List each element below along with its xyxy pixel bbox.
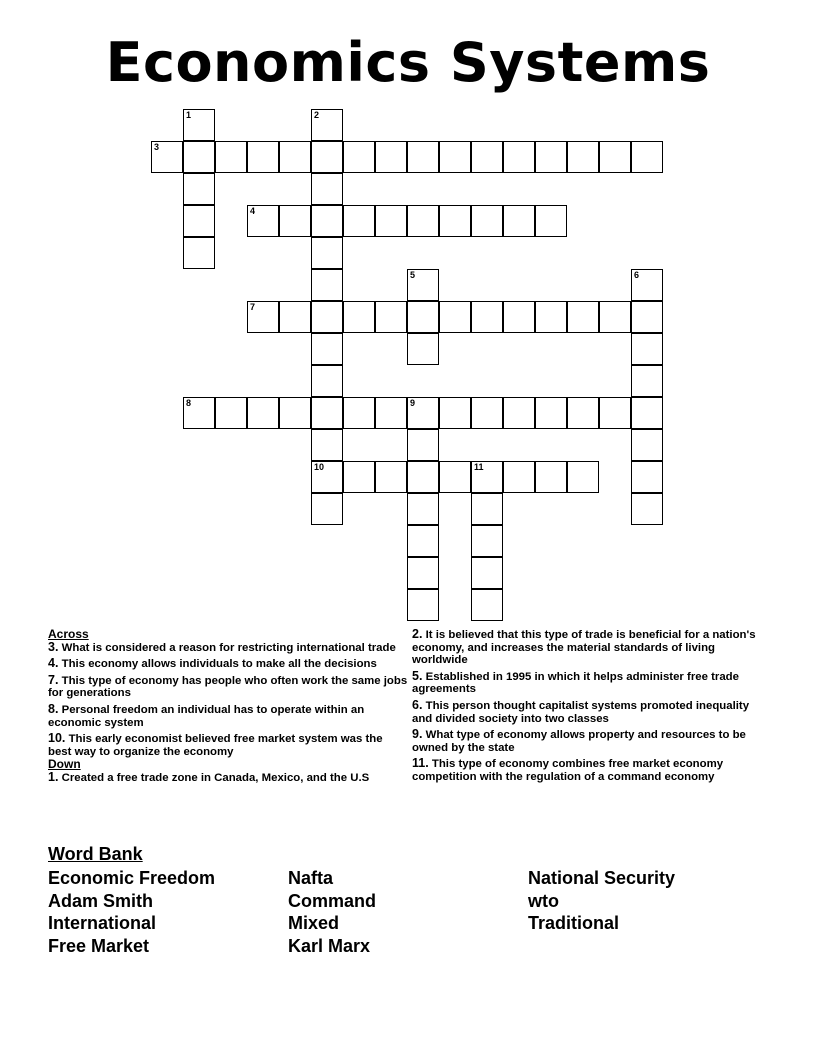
grid-cell[interactable] [279, 397, 311, 429]
clue-text: It is believed that this type of trade is beneficial for a nation's economy, and increases the material standards of living worldwide [412, 629, 756, 667]
grid-cell[interactable] [311, 365, 343, 397]
clue-text: This early economist believed free market system was the best way to organize the economy [48, 733, 383, 758]
grid-cell[interactable] [471, 141, 503, 173]
cell-number: 1 [186, 110, 192, 120]
word-bank-column-2 [288, 867, 376, 958]
grid-cell[interactable] [247, 205, 279, 237]
clue-text: This person thought capitalist systems promoted inequality and divided society into two classes [412, 699, 750, 725]
grid-cell[interactable] [279, 301, 311, 333]
word-bank-item: wto [528, 890, 559, 911]
word-bank-item: International [48, 913, 157, 934]
cell-number: 5 [410, 270, 416, 280]
grid-cell[interactable] [247, 141, 279, 173]
grid-cell[interactable] [631, 301, 663, 333]
grid-cell[interactable] [311, 237, 343, 269]
clue-text: This economy allows individuals to make all the decisions [61, 658, 377, 671]
clue-down-6 [412, 699, 762, 725]
clues-left-column [48, 628, 408, 788]
word-bank-item: Economic Freedom [48, 868, 216, 888]
clue-text: This type of economy combines free market economy competition with the regulation of a command economy [412, 758, 724, 783]
grid-cell[interactable] [567, 461, 599, 493]
clue-number: 7. [48, 672, 59, 687]
word-bank-item: Nafta [288, 868, 334, 888]
grid-cell[interactable] [631, 333, 663, 365]
grid-cell[interactable] [439, 461, 471, 493]
clue-down-1 [48, 771, 408, 785]
grid-cell[interactable] [311, 461, 343, 493]
clue-text: Established in 1995 in which it helps administer free trade agreements [412, 670, 739, 696]
grid-cell[interactable] [471, 589, 503, 621]
grid-cell[interactable] [311, 301, 343, 333]
grid-cell[interactable] [631, 269, 663, 301]
grid-cell[interactable] [407, 205, 439, 237]
grid-cell[interactable] [311, 205, 343, 237]
across-header: Across [48, 627, 89, 641]
grid-cell[interactable] [407, 557, 439, 589]
grid-cell[interactable] [503, 461, 535, 493]
grid-cell[interactable] [183, 205, 215, 237]
grid-cell[interactable] [471, 461, 503, 493]
clue-number: 4. [48, 656, 59, 671]
grid-cell[interactable] [599, 397, 631, 429]
grid-cell[interactable] [407, 301, 439, 333]
clue-text: What is considered a reason for restricting international trade [61, 641, 396, 654]
grid-cell[interactable] [311, 269, 343, 301]
grid-cell[interactable] [631, 365, 663, 397]
clue-number: 5. [412, 668, 423, 683]
clue-text: Created a free trade zone in Canada, Mexico, and the U.S [61, 771, 370, 784]
grid-cell[interactable] [183, 397, 215, 429]
clue-number: 9. [412, 727, 423, 742]
clue-down-5 [412, 670, 762, 696]
grid-cell[interactable] [407, 333, 439, 365]
word-bank-column-1 [48, 867, 215, 958]
grid-cell[interactable] [375, 461, 407, 493]
grid-cell[interactable] [471, 525, 503, 557]
grid-cell[interactable] [567, 301, 599, 333]
grid-cell[interactable] [279, 141, 311, 173]
grid-cell[interactable] [567, 397, 599, 429]
grid-cell[interactable] [599, 141, 631, 173]
clue-number: 2. [412, 627, 423, 641]
clue-across-3 [48, 641, 408, 655]
clue-number: 3. [48, 639, 59, 654]
grid-cell[interactable] [279, 205, 311, 237]
puzzle-title: Economics Systems [105, 31, 711, 94]
clue-down-11 [412, 757, 762, 783]
grid-cell[interactable] [439, 397, 471, 429]
grid-cell[interactable] [503, 141, 535, 173]
clue-number: 1. [48, 769, 59, 784]
grid-cell[interactable] [247, 301, 279, 333]
clue-text: What type of economy allows property and resources to be owned by the state [412, 729, 746, 754]
cell-number: 4 [250, 206, 256, 216]
clue-number: 10. [48, 731, 66, 746]
cell-number: 7 [250, 302, 256, 312]
grid-cell[interactable] [631, 141, 663, 173]
clue-across-10 [48, 732, 408, 758]
grid-cell[interactable] [311, 429, 343, 461]
grid-cell[interactable] [407, 525, 439, 557]
grid-cell[interactable] [375, 141, 407, 173]
clue-down-9 [412, 728, 762, 754]
clue-text: Personal freedom an individual has to operate within an economic system [48, 703, 365, 729]
grid-cell[interactable] [247, 397, 279, 429]
grid-cell[interactable] [407, 269, 439, 301]
cell-number: 9 [410, 398, 416, 408]
grid-cell[interactable] [631, 429, 663, 461]
cell-number: 3 [154, 142, 160, 152]
cell-number: 10 [314, 462, 325, 472]
word-bank-column-3 [528, 867, 675, 935]
grid-cell[interactable] [151, 141, 183, 173]
word-bank-item: Adam Smith [48, 890, 154, 911]
cell-number: 6 [634, 270, 640, 280]
grid-cell[interactable] [311, 141, 343, 173]
clue-down-2 [412, 628, 762, 667]
grid-cell[interactable] [567, 141, 599, 173]
clue-text: This type of economy has people who often work the same jobs for generations [48, 674, 408, 700]
clue-across-7 [48, 674, 408, 700]
grid-cell[interactable] [343, 397, 375, 429]
grid-cell[interactable] [407, 141, 439, 173]
grid-cell[interactable] [503, 205, 535, 237]
grid-cell[interactable] [215, 141, 247, 173]
grid-cell[interactable] [535, 301, 567, 333]
grid-cell[interactable] [343, 141, 375, 173]
grid-cell[interactable] [471, 205, 503, 237]
grid-cell[interactable] [535, 141, 567, 173]
grid-cell[interactable] [343, 461, 375, 493]
clue-number: 6. [412, 697, 423, 712]
grid-cell[interactable] [407, 493, 439, 525]
word-bank-title: Word Bank [48, 844, 143, 864]
word-bank-item: Free Market [48, 936, 150, 957]
grid-cell[interactable] [343, 301, 375, 333]
grid-cell[interactable] [183, 109, 215, 141]
grid-cell[interactable] [215, 397, 247, 429]
word-bank-item: Traditional [528, 913, 620, 934]
word-bank-item: Karl Marx [288, 936, 371, 957]
grid-cell[interactable] [311, 173, 343, 205]
grid-cell[interactable] [407, 429, 439, 461]
clue-across-4 [48, 657, 408, 671]
grid-cell[interactable] [535, 397, 567, 429]
clue-number: 11. [412, 756, 429, 771]
grid-cell[interactable] [407, 397, 439, 429]
grid-cell[interactable] [471, 397, 503, 429]
grid-cell[interactable] [471, 301, 503, 333]
grid-cell[interactable] [503, 301, 535, 333]
clues-right-column [412, 628, 762, 787]
grid-cell[interactable] [375, 301, 407, 333]
grid-cell[interactable] [407, 461, 439, 493]
grid-cell[interactable] [311, 397, 343, 429]
word-bank [48, 843, 768, 957]
grid-cell[interactable] [439, 205, 471, 237]
grid-cell[interactable] [311, 493, 343, 525]
grid-cell[interactable] [183, 237, 215, 269]
grid-cell[interactable] [471, 493, 503, 525]
cell-number: 2 [314, 110, 320, 120]
grid-cell[interactable] [471, 557, 503, 589]
grid-cell[interactable] [375, 397, 407, 429]
clue-across-8 [48, 703, 408, 729]
grid-cell[interactable] [631, 461, 663, 493]
grid-cell[interactable] [631, 493, 663, 525]
word-bank-item: Command [288, 890, 377, 911]
grid-cell[interactable] [375, 205, 407, 237]
word-bank-item: National Security [528, 868, 676, 888]
grid-cell[interactable] [311, 109, 343, 141]
grid-cell[interactable] [407, 589, 439, 621]
grid-cell[interactable] [439, 141, 471, 173]
cell-number: 8 [186, 398, 192, 408]
word-bank-item: Mixed [288, 913, 340, 934]
grid-cell[interactable] [631, 397, 663, 429]
grid-cell[interactable] [599, 301, 631, 333]
grid-cell[interactable] [535, 461, 567, 493]
grid-cell[interactable] [183, 141, 215, 173]
down-header: Down [48, 757, 81, 772]
grid-cell[interactable] [343, 205, 375, 237]
grid-cell[interactable] [503, 397, 535, 429]
grid-cell[interactable] [183, 173, 215, 205]
grid-cell[interactable] [439, 301, 471, 333]
grid-cell[interactable] [311, 333, 343, 365]
grid-cell[interactable] [535, 205, 567, 237]
cell-number: 11 [474, 462, 484, 472]
clue-number: 8. [48, 701, 59, 716]
